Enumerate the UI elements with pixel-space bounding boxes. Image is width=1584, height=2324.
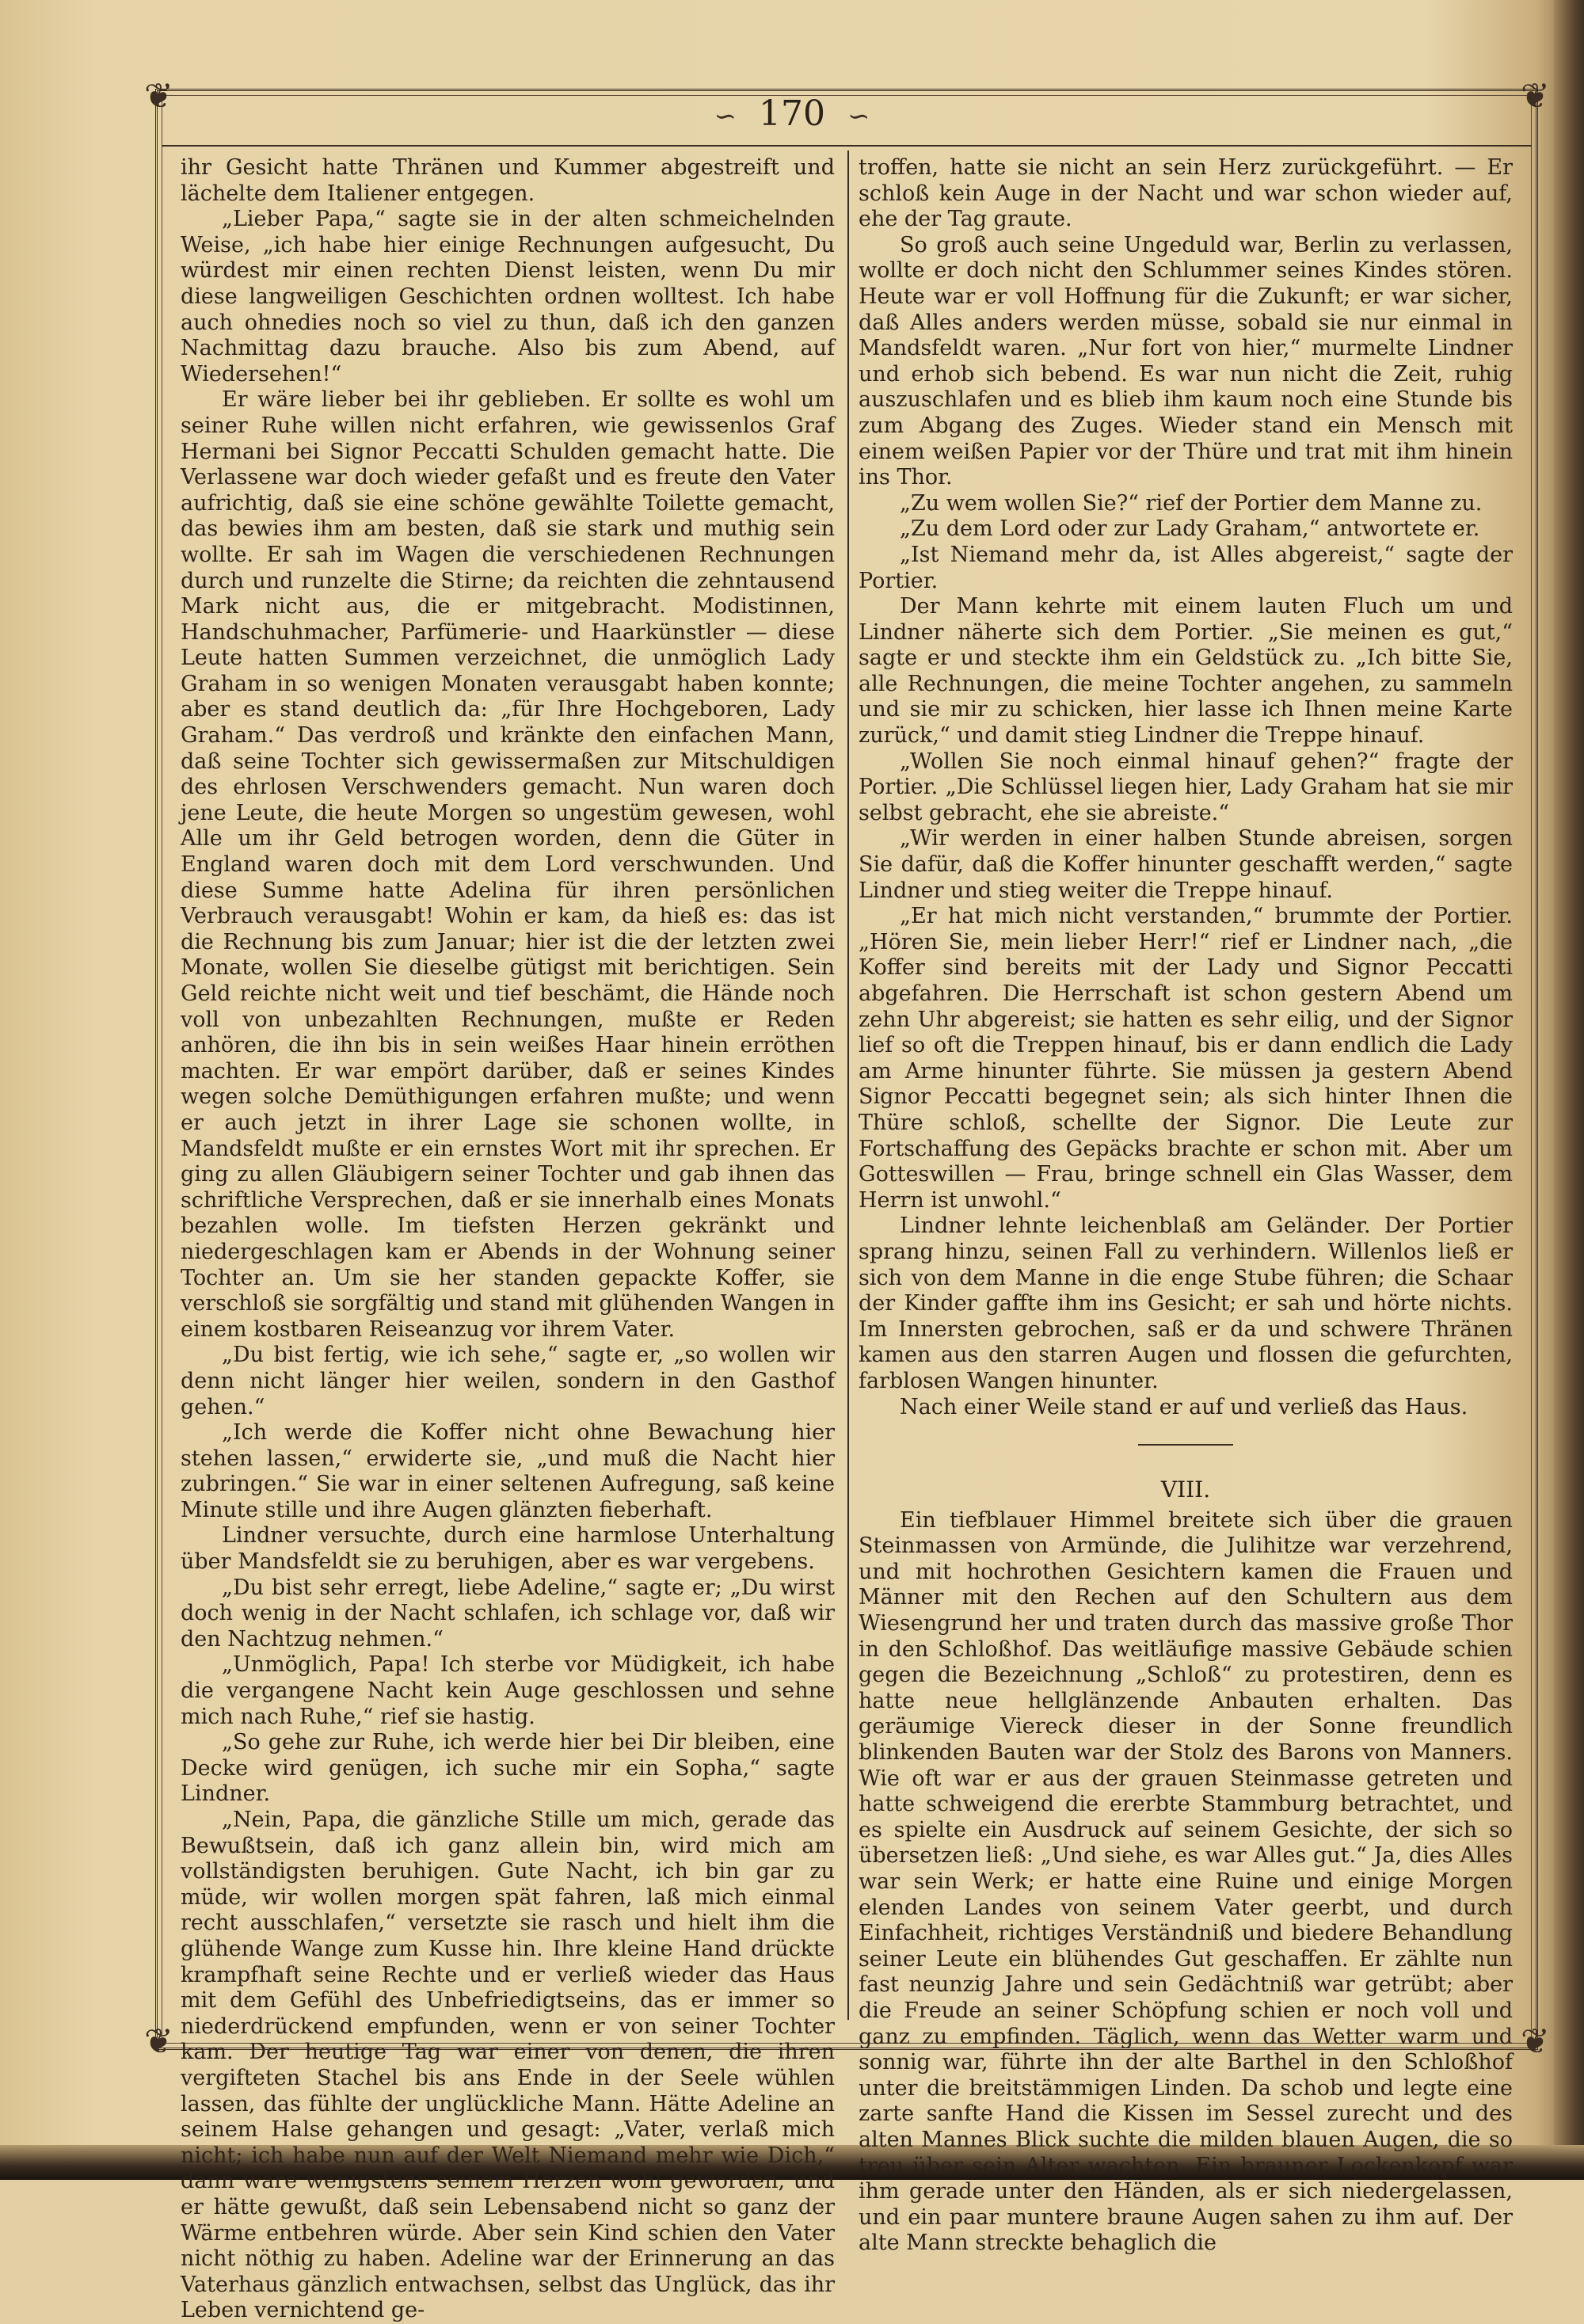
- paragraph: „Nein, Papa, die gänzliche Stille um mich, gerade das Bewußtsein, daß ich ganz allein bin, wird mich am vollständigsten beruhigen. Gute Nacht, ich bin gar zu müde, wir wollen morgen spät fahren, laß mich einmal recht ausschlafen,“ versetzte sie rasch und hielt ihm die glühende Wange zum Kusse hin. Ihre kleine Hand drückte krampfhaft seine Rechte und er verließ wieder das Haus mit dem Gefühl des Unbefriedigtseins, das er immer so niederdrückend empfunden, wenn er von seiner Tochter kam. Der heutige Tag war einer von denen, die ihren vergifteten Stachel bis ans Ende in der Seele wühlen lassen, das fühlte der unglückliche Mann. Hätte Adeline an seinem Halse gehangen und gesagt: „Vater, verlaß mich nicht; ich habe nun auf der Welt Niemand mehr wie Dich,“ dann wäre wenigstens seinem Herzen wohl geworden, und er hätte gewußt, daß sein Lebensabend nicht so ganz der Wärme entbehren würde. Aber sein Kind schien den Vater nicht nöthig zu haben. Adeline war der Erinnerung an das Vaterhaus gänzlich entwachsen, selbst das Unglück, das ihr Leben vernichtend ge-: [181, 1808, 835, 2323]
- paragraph: „Er hat mich nicht verstanden,“ brummte der Portier. „Hören Sie, mein lieber Herr!“ rief er Lindner nach, „die Koffer sind bereits mit der Lady und Signor Peccatti abgefahren. Die Herrschaft ist schon gestern Abend um zehn Uhr abgereist; sie hatten es sehr eilig, und der Signor lief so oft die Treppen hinauf, bis er dann endlich die Lady am Arme hinunter führte. Sie müssen ja gestern Abend Signor Peccatti begegnet sein; als sich hinter Ihnen die Thüre schloß, schellte der Signor. Die Leute zur Fortschaffung des Gepäcks brachte er schon mit. Aber um Gotteswillen — Frau, bringe schnell ein Glas Wasser, dem Herrn ist unwohl.“: [859, 904, 1513, 1213]
- column-rule: [847, 150, 849, 2020]
- paragraph: „So gehe zur Ruhe, ich werde hier bei Dir bleiben, eine Decke wird genügen, ich suche mir ein Sopha,“ sagte Lindner.: [181, 1730, 835, 1807]
- section-divider: [1138, 1444, 1233, 1446]
- paragraph: „Wir werden in einer halben Stunde abreisen, sorgen Sie dafür, daß die Koffer hinunter geschafft werden,“ sagte Lindner und stieg weiter die Treppe hinauf.: [859, 826, 1513, 903]
- section-heading: VIII.: [1160, 1476, 1211, 1503]
- corner-ornament-icon: ❦: [144, 76, 173, 116]
- page-number: 170: [759, 93, 825, 134]
- right-column-bottom: [859, 1508, 1513, 2257]
- paragraph: „Ich werde die Koffer nicht ohne Bewachung hier stehen lassen,“ erwiderte sie, „und muß die Nacht hier zubringen.“ Sie war in einer seltenen Aufregung, saß keine Minute stille und ihre Augen glänzten fieberhaft.: [181, 1420, 835, 1522]
- right-column-top: [859, 155, 1513, 1420]
- page-header: [0, 93, 1584, 134]
- paragraph: So groß auch seine Ungeduld war, Berlin zu verlassen, wollte er doch nicht den Schlummer seines Kindes stören. Heute war er voll Hoffnung für die Zukunft; er war sicher, daß Alles anders werden müsse, sobald sie nur einmal in Mandsfeldt waren. „Nur fort von hier,“ murmelte Lindner und erhob sich bebend. Es war nun nicht die Zeit, ruhig auszuschlafen und es blieb ihm kaum noch eine Stunde bis zum Abgang des Zuges. Wieder stand ein Mensch mit einem weißen Papier vor der Thüre und trat mit ihm hinein ins Thor.: [859, 232, 1513, 490]
- paragraph: „Zu wem wollen Sie?“ rief der Portier dem Manne zu.: [900, 490, 1483, 516]
- corner-ornament-icon: ❦: [144, 2021, 173, 2062]
- paragraph: „Ist Niemand mehr da, ist Alles abgereist,“ sagte der Portier.: [859, 542, 1513, 593]
- left-column: [181, 155, 835, 2324]
- paragraph: Nach einer Weile stand er auf und verließ das Haus.: [900, 1394, 1468, 1419]
- corner-ornament-icon: ❦: [1521, 2021, 1550, 2062]
- paragraph: Lindner versuchte, durch eine harmlose Unterhaltung über Mandsfeldt sie zu beruhigen, aber es war vergebens.: [181, 1523, 835, 1575]
- paragraph: Der Mann kehrte mit einem lauten Fluch um und Lindner näherte sich dem Portier. „Sie meinen es gut,“ sagte er und steckte ihm ein Geldstück zu. „Ich bitte Sie, alle Rechnungen, die meine Tochter angehen, zu sammeln und sie mir zu schicken, hier lasse ich Ihnen meine Karte zurück,“ und damit stieg Lindner die Treppe hinauf.: [859, 594, 1513, 749]
- paragraph: „Lieber Papa,“ sagte sie in der alten schmeichelnden Weise, „ich habe hier einige Rechnungen aufgesucht, Du würdest mir einen rechten Dienst leisten, wenn Du mir diese langweiligen Geschichten ordnen wolltest. Ich habe auch ohnedies noch so viel zu thun, daß ich den ganzen Nachmittag dazu brauche. Also bis zum Abend, auf Wiedersehen!“: [181, 207, 835, 387]
- paragraph: „Du bist fertig, wie ich sehe,“ sagte er, „so wollen wir denn nicht länger hier weilen, sondern in den Gasthof gehen.“: [181, 1343, 835, 1419]
- header-rule: [162, 145, 1532, 147]
- header-ornament-icon: ∽: [714, 100, 737, 132]
- paragraph: Er wäre lieber bei ihr geblieben. Er sollte es wohl um seiner Ruhe willen nicht erfahren, wie gewissenlos Graf Hermani bei Signor Peccatti Schulden gemacht hatte. Die Verlassene war doch wieder gefaßt und es freute den Vater aufrichtig, daß sie eine schöne gewählte Toilette gemacht, das bewies ihm am besten, daß sie stark und muthig sein wollte. Er sah im Wagen die verschiedenen Rechnungen durch und runzelte die Stirne; da reichten die zehntausend Mark nicht aus, die er mitgebracht. Modistinnen, Handschuhmacher, Parfümerie- und Haarkünstler — diese Leute hatten Summen verzeichnet, die unmöglich Lady Graham in so wenigen Monaten verausgabt haben konnte; aber es stand deutlich da: „für Ihre Hochgeboren, Lady Graham.“ Das verdroß und kränkte den einfachen Mann, daß seine Tochter sich gewissermaßen zur Mitschuldigen des ehrlosen Verschwenders gemacht. Nun waren doch jene Leute, die heute Morgen so ungestüm gewesen, wohl Alle um ihr Geld betrogen worden, denn die Güter in England waren doch mit dem Lord verschwunden. Und diese Summe hatte Adelina für ihren persönlichen Verbrauch verausgabt! Wohin er kam, da hieß es: das ist die Rechnung bis zum Januar; hier ist die der letzten zwei Monate, wollen Sie dieselbe gütigst mit berichtigen. Sein Geld reichte nicht weit und tief beschämt, die Hände noch voll von unbezahlten Rechnungen, mußte er Reden anhören, die ihn bis in sein weißes Haar hinein erröthen machten. Er war empört darüber, daß er seines Kindes wegen solche Demüthigungen erfahren mußte; und wenn er auch jetzt in ihrer Lage sie schonen wollte, in Mandsfeldt mußte er ein ernstes Wort mit ihr sprechen. Er ging zu allen Gläubigern seiner Tochter und gab ihnen das schriftliche Versprechen, daß er sie innerhalb eines Monats bezahlen wolle. Im tiefsten Herzen gekränkt und niedergeschlagen kam er Abends in der Wohnung seiner Tochter an. Um sie her standen gepackte Koffer, sie verschloß sie sorgfältig und stand mit glühenden Wangen in einem kostbaren Reiseanzug vor ihrem Vater.: [181, 387, 835, 1342]
- paragraph: Ein tiefblauer Himmel breitete sich über die grauen Steinmassen von Armünde, die Julihitze war verzehrend, und mit hochrothen Gesichtern kamen die Frauen und Männer mit den Rechen auf den Schultern aus dem Wiesengrund her und traten durch das massive große Thor in den Schloßhof. Das weitläufige massive Gebäude schien gegen die Bezeichnung „Schloß“ zu protestiren, denn es hatte neue hellglänzende Anbauten erhalten. Das geräumige Viereck dieser in der Sonne freundlich blinkenden Bauten war der Stolz des Barons von Manners. Wie oft war er aus der grauen Steinmasse getreten und hatte schweigend die ererbte Stammburg betrachtet, und es spielte ein Ausdruck auf seinem Gesichte, der sich so übersetzen ließ: „Und siehe, es war Alles gut.“ Ja, dies Alles war sein Werk; er hatte eine Ruine und einige Morgen elenden Landes von seinem Vater geerbt, und durch Einfachheit, richtiges Verständniß und biedere Behandlung seiner Leute ein blühendes Gut geschaffen. Er zählte nun fast neunzig Jahre und sein Gedächtniß war getrübt; aber die Freude an seiner Schöpfung schien er noch voll und ganz zu empfinden. Täglich, wenn das Wetter warm und sonnig war, führte ihn der alte Barthel in den Schloßhof unter die breitstämmigen Linden. Da schob und legte eine zarte sanfte Hand die Kissen im Sessel zurecht und des alten Mannes Blick suchte die milden blauen Augen, die so treu über sein Alter wachten. Ein brauner Lockenkopf war ihm gerade unter den Händen, als er sich niedergelassen, und ein paar muntere braune Augen sahen zu ihm auf. Der alte Mann streckte behaglich die: [859, 1507, 1513, 2256]
- right-column: [859, 155, 1513, 2257]
- book-right-edge: [1554, 0, 1584, 2180]
- header-ornament-icon: ∽: [847, 100, 870, 132]
- paragraph: ihr Gesicht hatte Thränen und Kummer abgestreift und lächelte dem Italiener entgegen.: [181, 155, 835, 206]
- paragraph: „Du bist sehr erregt, liebe Adeline,“ sagte er; „Du wirst doch wenig in der Nacht schlafen, ich schlage vor, daß wir den Nachtzug nehmen.“: [181, 1575, 835, 1652]
- paragraph: „Wollen Sie noch einmal hinauf gehen?“ fragte der Portier. „Die Schlüssel liegen hier, Lady Graham hat sie mir selbst gebracht, ehe sie abreiste.“: [859, 749, 1513, 825]
- paragraph: „Unmöglich, Papa! Ich sterbe vor Müdigkeit, ich habe die vergangene Nacht kein Auge geschlossen und sehne mich nach Ruhe,“ rief sie hastig.: [181, 1652, 835, 1729]
- paragraph: troffen, hatte sie nicht an sein Herz zurückgeführt. — Er schloß kein Auge in der Nacht und war schon wieder auf, ehe der Tag graute.: [859, 155, 1513, 232]
- paragraph: „Zu dem Lord oder zur Lady Graham,“ antwortete er.: [900, 516, 1480, 542]
- paragraph: Lindner lehnte leichenblaß am Geländer. Der Portier sprang hinzu, seinen Fall zu verhindern. Willenlos ließ er sich von dem Manne in die enge Stube führen; die Schaar der Kinder gaffte ihm ins Gesicht; er sah und hörte nichts. Im Innersten gebrochen, saß er da und schwere Thränen kamen aus den starren Augen und flossen die gefurchten, farblosen Wangen hinunter.: [859, 1213, 1513, 1393]
- corner-ornament-icon: ❦: [1521, 76, 1550, 116]
